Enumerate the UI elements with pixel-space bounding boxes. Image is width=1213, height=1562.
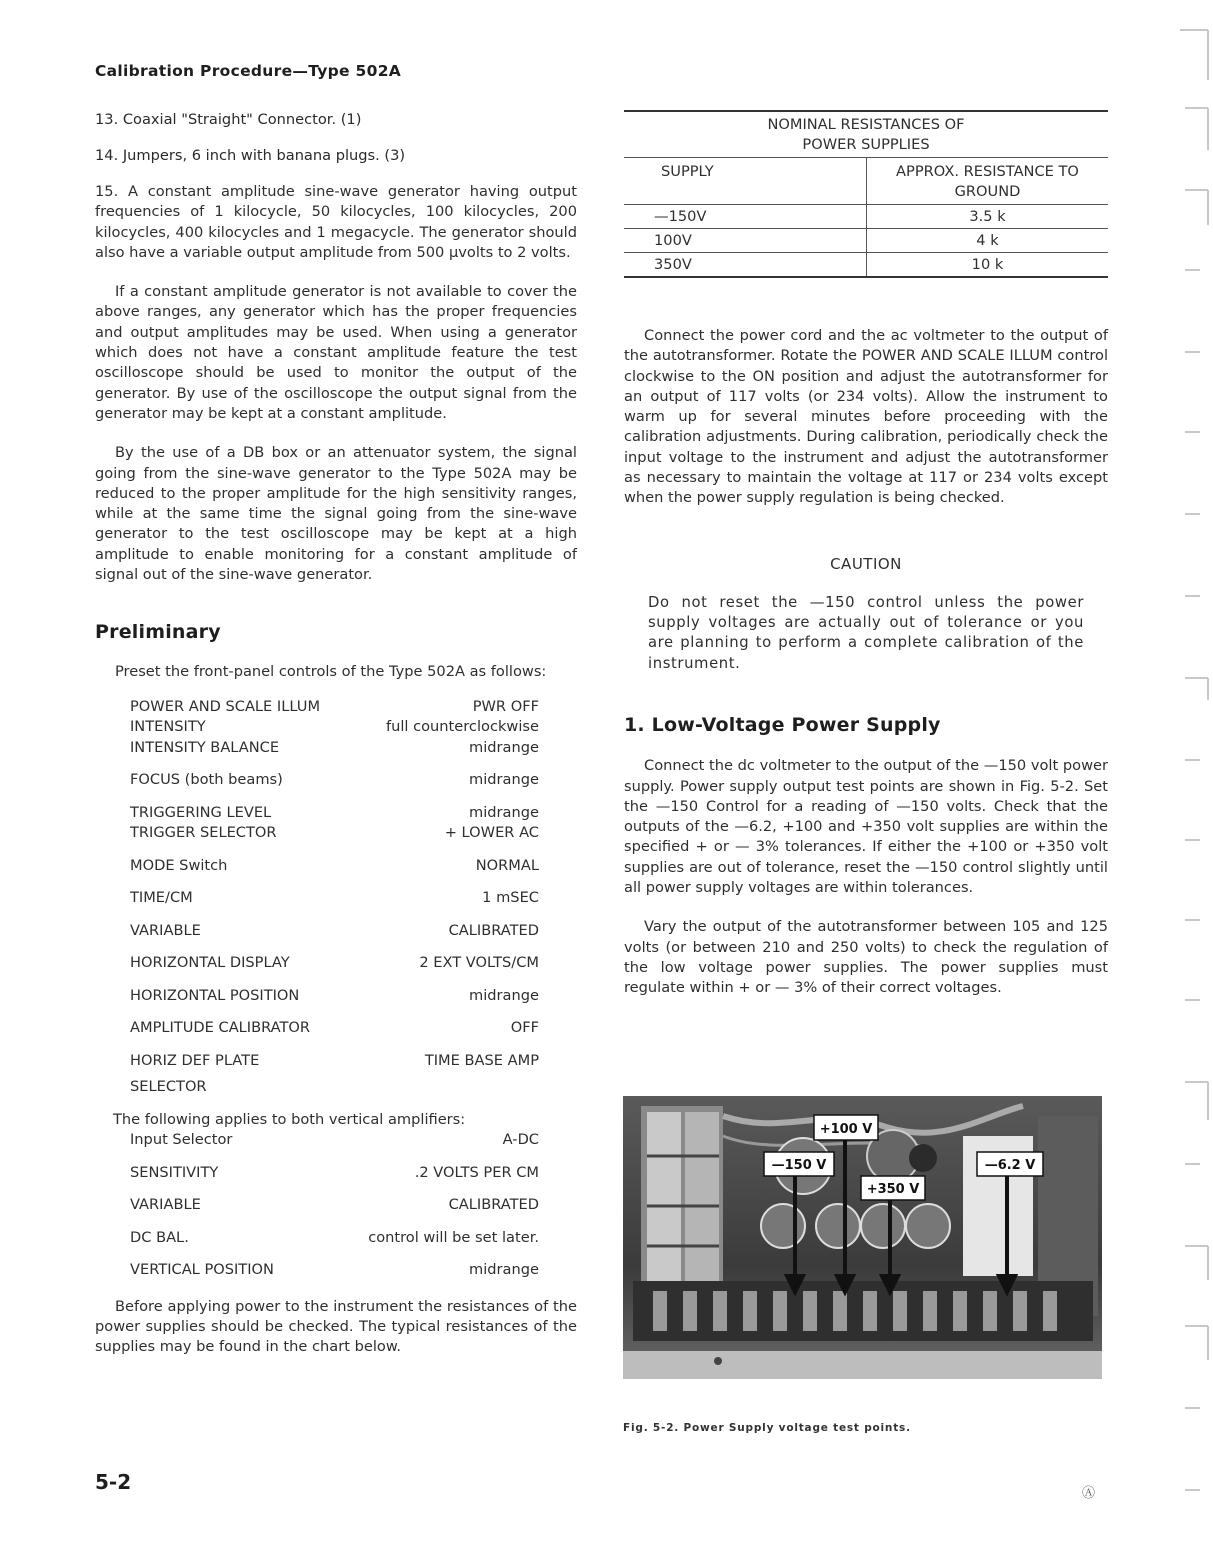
table-row: [624, 229, 1108, 253]
list-item-15: 15. A constant amplitude sine-wave generator having output frequencies of 1 kilocycle, 50 kilocycles, 100 kilocycles, 200 kilocycles, 400 kilocycles and 1 megacycle. The generator should also have a variable output amplitude from 500 μvolts to 2 volts.: [95, 183, 577, 261]
setting-value: 1 mSEC: [482, 889, 539, 907]
table-header-supply: SUPPLY: [624, 158, 867, 205]
right-column: [624, 110, 1108, 999]
page-number: 5-2: [95, 1470, 132, 1494]
paragraph: Connect the power cord and the ac voltmeter to the output of the autotransformer. Rotate the POWER AND SCALE ILLUM control clockwise to the ON position and adjust the autotransformer for an output of 117 volts (or 234 volts). Allow the instrument to warm up for several minutes before proceeding with the calibration adjustments. During calibration, periodically check the input voltage to the instrument and adjust the autotransformer as necessary to maintain the voltage at 117 or 234 volts except when the power supply regulation is being checked.: [624, 327, 1108, 507]
setting-name: INTENSITY BALANCE: [130, 738, 280, 756]
table-header-resistance: [867, 158, 1109, 205]
setting-name: SELECTOR: [130, 1078, 207, 1096]
label-plus-350v: +350 V: [866, 1182, 920, 1197]
setting-name: VARIABLE: [130, 1196, 201, 1214]
setting-row: [130, 697, 539, 718]
setting-value: CALIBRATED: [448, 921, 539, 939]
paragraph: Before applying power to the instrument the resistances of the power supplies should be checked. The typical resistances of the supplies may be found in the chart below.: [95, 1297, 577, 1356]
section-heading-low-voltage: 1. Low-Voltage Power Supply: [624, 714, 941, 737]
table-row: [624, 253, 1108, 278]
setting-name: INTENSITY: [130, 718, 206, 736]
setting-name: SENSITIVITY: [130, 1163, 219, 1181]
setting-row: [130, 1228, 539, 1249]
table-title-line: POWER SUPPLIES: [802, 136, 930, 153]
table-cell-supply: 350V: [624, 253, 867, 278]
setting-name: HORIZONTAL POSITION: [130, 986, 300, 1004]
setting-row: [130, 823, 539, 844]
setting-value: CALIBRATED: [448, 1196, 539, 1214]
header-line: GROUND: [954, 183, 1021, 200]
caution-body: Do not reset the —150 control unless the power supply voltages are actually out of tolerance or you are planning to perform a complete calibration of the instrument.: [648, 593, 1084, 672]
setting-name: HORIZONTAL DISPLAY: [130, 954, 290, 972]
setting-value: full counterclockwise: [385, 718, 539, 736]
header-line: APPROX. RESISTANCE TO: [896, 163, 1079, 180]
paragraph: Vary the output of the autotransformer between 105 and 125 volts (or between 210 and 250 volts) to check the regulation of the low voltage power supplies. The power supplies must regulate within + or — 3% of their correct voltages.: [624, 918, 1108, 997]
table-cell-supply: —150V: [624, 205, 867, 229]
setting-value: NORMAL: [475, 856, 539, 874]
setting-name: HORIZ DEF PLATE: [130, 1051, 260, 1069]
vertical-settings-list: [130, 1130, 539, 1281]
setting-row: [130, 888, 539, 909]
label-minus-6-2v: —6.2 V: [984, 1158, 1036, 1173]
section-heading-preliminary: Preliminary: [95, 621, 221, 644]
list-item: 14. Jumpers, 6 inch with banana plugs. (3): [95, 147, 406, 164]
setting-name: TRIGGER SELECTOR: [130, 824, 277, 842]
left-column: [95, 110, 577, 1358]
setting-name: TIME/CM: [130, 889, 193, 907]
setting-name: MODE Switch: [130, 856, 228, 874]
setting-row: [130, 1077, 539, 1098]
paragraph: Connect the dc voltmeter to the output of the —150 volt power supply. Power supply output test points are shown in Fig. 5-2. Set the —150 Control for a reading of —150 volts. Check that the outputs of the —6.2, +100 and +350 volt supplies are within the specified + or — 3% tolerances. If either the +100 or +350 volt supplies are out of tolerance, reset the —150 control slightly until all power supply voltages are within tolerances.: [624, 757, 1108, 897]
setting-name: AMPLITUDE CALIBRATOR: [130, 1019, 311, 1037]
resistance-table: [624, 110, 1108, 278]
setting-value: A-DC: [502, 1131, 539, 1149]
setting-name: POWER AND SCALE ILLUM: [130, 697, 321, 715]
setting-value: midrange: [469, 1261, 539, 1279]
paragraph: Preset the front-panel controls of the Type 502A as follows:: [115, 663, 547, 681]
setting-row: [130, 953, 539, 974]
setting-value: TIME BASE AMP: [424, 1051, 539, 1069]
setting-value: midrange: [469, 771, 539, 789]
binder-edge-marks: [1180, 0, 1213, 1562]
setting-value: .2 VOLTS PER CM: [414, 1163, 539, 1181]
power-supply-photo: [623, 1096, 1102, 1379]
setting-row: [130, 738, 539, 759]
setting-value: PWR OFF: [472, 697, 539, 715]
table-cell-resistance: 4 k: [867, 229, 1109, 253]
chassis-illustration: [623, 1096, 1102, 1379]
setting-name: TRIGGERING LEVEL: [130, 803, 272, 821]
setting-value: midrange: [469, 738, 539, 756]
setting-row: [130, 986, 539, 1007]
vertical-amplifier-note: The following applies to both vertical amplifiers:: [113, 1110, 466, 1128]
setting-value: + LOWER AC: [444, 824, 539, 842]
setting-value: midrange: [469, 986, 539, 1004]
table-title: [624, 111, 1108, 158]
setting-row: [130, 1051, 539, 1072]
caution-heading: CAUTION: [830, 554, 902, 573]
table-row: [624, 205, 1108, 229]
paragraph: By the use of a DB box or an attenuator system, the signal going from the sine-wave generator to the Type 502A may be reduced to the proper amplitude for the high sensitivity ranges, while at the same time the signal going from the sine-wave generator to the test oscilloscope may be kept at a high amplitude to enable monitoring for a constant amplitude of signal out of the sine-wave generator.: [95, 444, 577, 584]
publisher-logo: Ⓐ: [1082, 1486, 1096, 1501]
setting-row: [130, 856, 539, 877]
paragraph: If a constant amplitude generator is not available to cover the above ranges, any generator which has the proper frequencies and output amplitudes may be used. When using a generator which does not have a constant amplitude feature the test oscilloscope should be used to monitor the output of the generator. By use of the oscilloscope the output signal from the generator may be kept at a constant amplitude.: [95, 283, 577, 422]
table-cell-resistance: 10 k: [867, 253, 1109, 278]
setting-name: VARIABLE: [130, 921, 201, 939]
list-item: 13. Coaxial "Straight" Connector. (1): [95, 111, 362, 128]
setting-value: control will be set later.: [368, 1228, 539, 1246]
control-settings-list: [130, 697, 539, 1098]
setting-row: [130, 770, 539, 791]
setting-value: midrange: [469, 803, 539, 821]
table-cell-resistance: 3.5 k: [867, 205, 1109, 229]
setting-name: Input Selector: [130, 1131, 233, 1149]
setting-row: [130, 717, 539, 738]
setting-row: [130, 1260, 539, 1281]
setting-name: VERTICAL POSITION: [130, 1261, 274, 1279]
table-cell-supply: 100V: [624, 229, 867, 253]
label-plus-100v: +100 V: [819, 1122, 873, 1137]
page-header: Calibration Procedure—Type 502A: [95, 62, 402, 80]
setting-name: FOCUS (both beams): [130, 771, 283, 789]
setting-row: [130, 1195, 539, 1216]
setting-row: [130, 1163, 539, 1184]
table-title-line: NOMINAL RESISTANCES OF: [767, 116, 965, 133]
figure-caption: Fig. 5-2. Power Supply voltage test points.: [623, 1422, 911, 1434]
setting-row: [130, 1130, 539, 1151]
setting-row: [130, 803, 539, 824]
setting-row: [130, 921, 539, 942]
setting-row: [130, 1018, 539, 1039]
setting-value: OFF: [510, 1019, 539, 1037]
setting-name: DC BAL.: [130, 1228, 189, 1246]
label-minus-150v: —150 V: [771, 1158, 827, 1173]
setting-value: 2 EXT VOLTS/CM: [419, 954, 539, 972]
